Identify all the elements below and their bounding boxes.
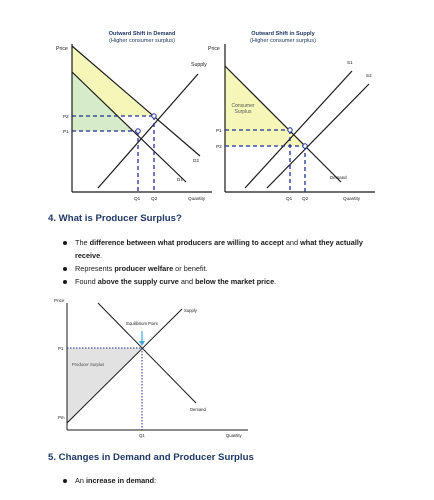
y-axis-label: Price [208, 46, 220, 52]
equilibrium-1 [136, 129, 140, 133]
x-axis-label: Quantity [188, 196, 206, 201]
p1-label: P1 [216, 128, 222, 133]
q2-label: Q2 [151, 196, 158, 201]
bullet-difference: The difference between what producers are willing to accept and what they actually receive. [61, 236, 381, 262]
consumer-surplus-label-2: Surplus [234, 109, 252, 115]
pm-label: Pm [58, 415, 65, 420]
q2-label: Q2 [302, 196, 309, 201]
p1-label: P1 [63, 129, 69, 134]
demand-label: Demand [190, 407, 206, 412]
equilibrium-1 [288, 128, 292, 132]
demand-shift-diagram [50, 28, 218, 208]
producer-surplus-label: Producer Surplus [71, 362, 105, 367]
demand-shift-title: Outward Shift in Demand [108, 31, 176, 37]
bullet-increase-demand: An increase in demand: [61, 474, 381, 487]
equilibrium-2 [152, 114, 156, 118]
s2-label: S2 [366, 73, 372, 78]
section4-bullets [61, 236, 381, 288]
x-axis-label: Quantity [226, 433, 242, 438]
d1-label: D1 [177, 177, 183, 182]
d2-label: D2 [193, 158, 199, 163]
supply-label: Supply [184, 308, 197, 313]
y-axis-label: Price [54, 298, 65, 303]
consumer-surplus-label-1: Consumer [231, 103, 255, 109]
q1-label: Q1 [134, 196, 141, 201]
p1-label: P1 [58, 346, 64, 351]
section5-heading: 5. Changes in Demand and Producer Surplus [48, 452, 254, 463]
bullet-welfare: Represents producer welfare or benefit. [61, 262, 381, 275]
demand-label: Demand [330, 175, 347, 180]
supply-shift-title: Outward Shift in Supply [251, 31, 315, 37]
supply-shift-diagram [205, 28, 383, 208]
equilibrium-2 [303, 144, 307, 148]
p2-label: P2 [63, 114, 69, 119]
p2-label: P2 [216, 144, 222, 149]
section5-bullets [61, 474, 381, 487]
section4-heading: 4. What is Producer Surplus? [48, 213, 182, 224]
q1-label: Q1 [286, 196, 293, 201]
y-axis-label: Price [56, 46, 68, 52]
x-axis-label: Quantity [343, 196, 361, 201]
s1-label: S1 [347, 60, 353, 65]
bullet-location: Found above the supply curve and below the market price. [61, 275, 381, 288]
q1-label: Q1 [139, 433, 145, 438]
equilibrium-label: Equilibrium Point [126, 321, 158, 326]
supply-shift-subtitle: (Higher consumer surplus) [250, 38, 316, 44]
demand-shift-subtitle: (Higher consumer surplus) [109, 38, 175, 44]
supply-label: Supply [191, 62, 207, 68]
producer-surplus-diagram [48, 295, 258, 445]
